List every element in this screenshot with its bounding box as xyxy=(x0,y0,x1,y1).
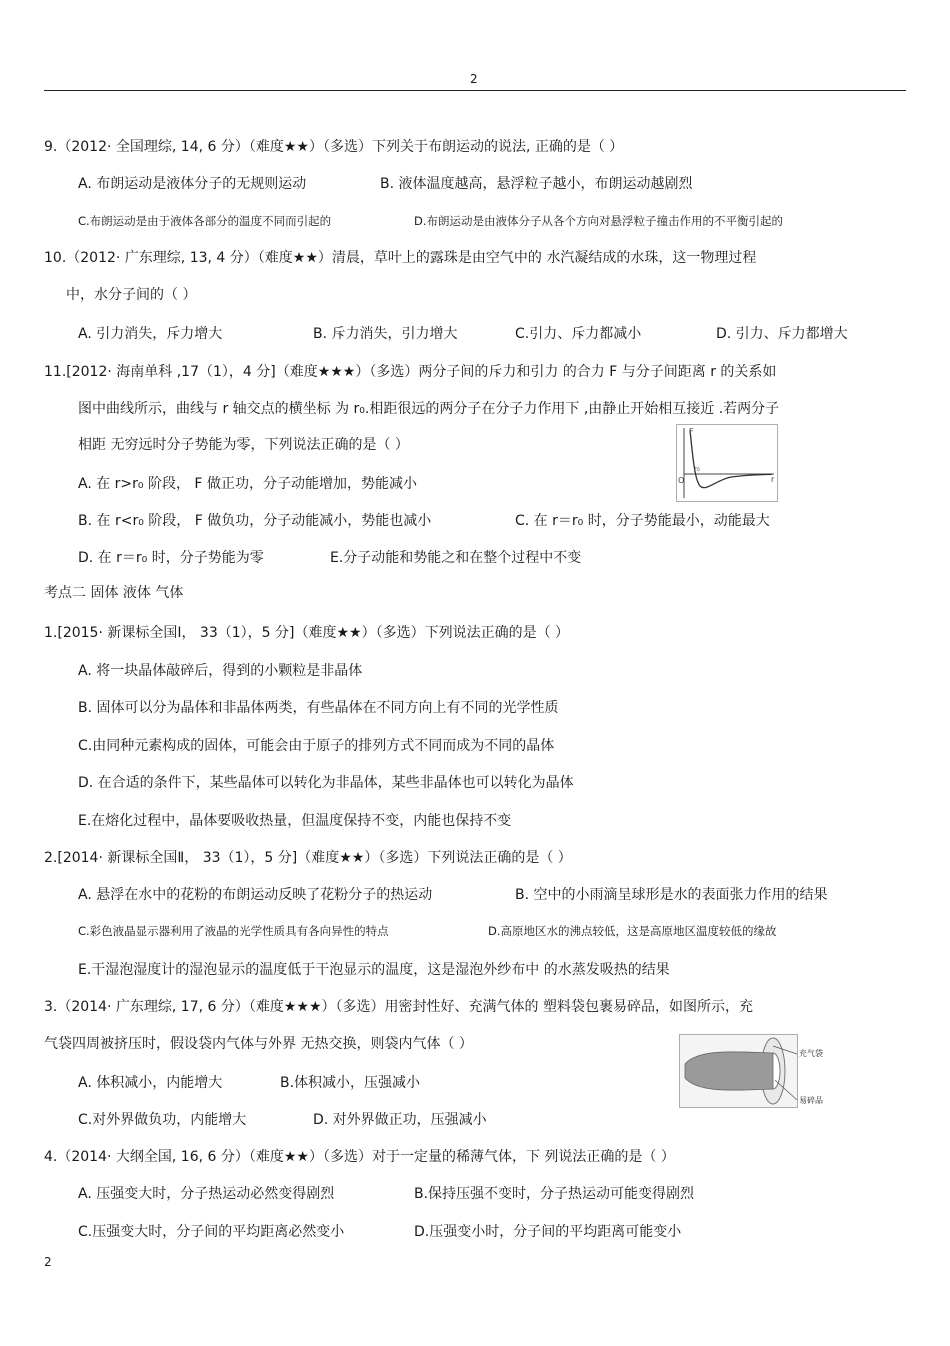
q11-stem-line2: 图中曲线所示，曲线与 r 轴交点的横坐标 为 r₀.相距很远的两分子在分子力作用下 ,由静止开始相互接近 .若两分子 xyxy=(78,401,780,417)
force-curve xyxy=(690,430,772,488)
s2-option-d: D.高原地区水的沸点较低，这是高原地区温度较低的缘故 xyxy=(488,924,777,938)
graph-label-r: r xyxy=(771,475,775,484)
graph-label-f: F xyxy=(689,427,694,436)
q10-option-c: C.引力、斥力都减小 xyxy=(515,326,642,342)
s3-option-d: D. 对外界做正功，压强减小 xyxy=(313,1112,487,1128)
s1-option-b: B. 固体可以分为晶体和非晶体两类，有些晶体在不同方向上有不同的光学性质 xyxy=(78,700,559,716)
force-distance-graph xyxy=(676,424,778,502)
s3-stem-line2: 气袋四周被挤压时，假设袋内气体与外界 无热交换，则袋内气体（ ） xyxy=(44,1036,473,1052)
s1-option-c: C.由同种元素构成的固体，可能会由于原子的排列方式不同而成为不同的晶体 xyxy=(78,738,555,754)
q10-option-a: A. 引力消失，斥力增大 xyxy=(78,326,223,342)
q11-stem-line3: 相距 无穷远时分子势能为零，下列说法正确的是（ ） xyxy=(78,437,409,453)
q9-stem: 9.（2012· 全国理综, 14, 6 分）（难度★★）（多选）下列关于布朗运动的说法, 正确的是（ ） xyxy=(44,139,624,155)
s2-option-b: B. 空中的小雨滴呈球形是水的表面张力作用的结果 xyxy=(515,887,828,903)
s1-stem: 1.[2015· 新课标全国Ⅰ， 33（1），5 分]（难度★★）（多选）下列说法正确的是（ ） xyxy=(44,625,570,641)
s3-stem-line1: 3.（2014· 广东理综, 17, 6 分）（难度★★★）（多选）用密封性好、充满气体的 塑料袋包裹易碎品，如图所示，充 xyxy=(44,999,753,1015)
s2-option-e: E.干湿泡湿度计的湿泡显示的温度低于干泡显示的温度，这是湿泡外纱布中 的水蒸发吸热的结果 xyxy=(78,962,670,978)
s2-option-a: A. 悬浮在水中的花粉的布朗运动反映了花粉分子的热运动 xyxy=(78,887,433,903)
s1-option-a: A. 将一块晶体敲碎后，得到的小颗粒是非晶体 xyxy=(78,663,363,679)
s4-option-b: B.保持压强不变时，分子热运动可能变得剧烈 xyxy=(414,1186,695,1202)
s3-option-a: A. 体积减小，内能增大 xyxy=(78,1075,223,1091)
q9-option-a: A. 布朗运动是液体分子的无规则运动 xyxy=(78,176,307,192)
label-air-bag: 充气袋 xyxy=(799,1049,823,1058)
air-cushion-figure xyxy=(679,1034,839,1108)
q11-option-c: C. 在 r＝r₀ 时，分子势能最小，动能最大 xyxy=(515,513,770,529)
q10-option-b: B. 斥力消失，引力增大 xyxy=(313,326,458,342)
graph-label-r0: r₀ xyxy=(694,465,700,473)
q11-option-a: A. 在 r>r₀ 阶段， F 做正功，分子动能增加，势能减小 xyxy=(78,476,417,492)
s3-option-c: C.对外界做负功，内能增大 xyxy=(78,1112,247,1128)
s4-stem: 4.（2014· 大纲全国, 16, 6 分）（难度★★）（多选）对于一定量的稀薄气体，下 列说法正确的是（ ） xyxy=(44,1149,675,1165)
graph-label-origin: O xyxy=(678,476,685,485)
q10-stem-line1: 10.（2012· 广东理综, 13, 4 分）（难度★★）清晨，草叶上的露珠是由空气中的 水汽凝结成的水珠，这一物理过程 xyxy=(44,250,757,266)
q9-option-c: C.布朗运动是由于液体各部分的温度不同而引起的 xyxy=(78,214,332,228)
s2-option-c: C.彩色液晶显示器利用了液晶的光学性质具有各向异性的特点 xyxy=(78,924,389,938)
s3-option-b: B.体积减小，压强减小 xyxy=(280,1075,421,1091)
q11-option-d: D. 在 r＝r₀ 时，分子势能为零 xyxy=(78,550,264,566)
section-title: 考点二 固体 液体 气体 xyxy=(44,585,184,601)
header-page-number: 2 xyxy=(470,72,478,86)
label-fragile-item: 易碎品 xyxy=(799,1096,823,1105)
q10-option-d: D. 引力、斥力都增大 xyxy=(716,326,848,342)
s1-option-e: E.在熔化过程中，晶体要吸收热量，但温度保持不变，内能也保持不变 xyxy=(78,813,512,829)
q11-option-e: E.分子动能和势能之和在整个过程中不变 xyxy=(330,550,582,566)
q9-option-d: D.布朗运动是由液体分子从各个方向对悬浮粒子撞击作用的不平衡引起的 xyxy=(414,214,784,228)
q10-stem-line2: 中，水分子间的（ ） xyxy=(66,287,197,303)
q11-option-b: B. 在 r<r₀ 阶段， F 做负功，分子动能减小，势能也减小 xyxy=(78,513,432,529)
footer-page-number: 2 xyxy=(44,1255,52,1269)
graph-frame xyxy=(677,425,778,502)
s4-option-d: D.压强变小时，分子间的平均距离可能变小 xyxy=(414,1224,682,1240)
s4-option-a: A. 压强变大时，分子热运动必然变得剧烈 xyxy=(78,1186,335,1202)
header-rule xyxy=(44,90,906,91)
s1-option-d: D. 在合适的条件下，某些晶体可以转化为非晶体，某些非晶体也可以转化为晶体 xyxy=(78,775,574,791)
s4-option-c: C.压强变大时，分子间的平均距离必然变小 xyxy=(78,1224,345,1240)
s2-stem: 2.[2014· 新课标全国Ⅱ， 33（1），5 分]（难度★★）（多选）下列说法正确的是（ ） xyxy=(44,850,572,866)
fragile-item-shape xyxy=(685,1052,773,1090)
q11-stem-line1: 11.[2012· 海南单科 ,17（1），4 分]（难度★★★）（多选）两分子间的斥力和引力 的合力 F 与分子间距离 r 的关系如 xyxy=(44,364,777,380)
q9-option-b: B. 液体温度越高，悬浮粒子越小，布朗运动越剧烈 xyxy=(380,176,693,192)
